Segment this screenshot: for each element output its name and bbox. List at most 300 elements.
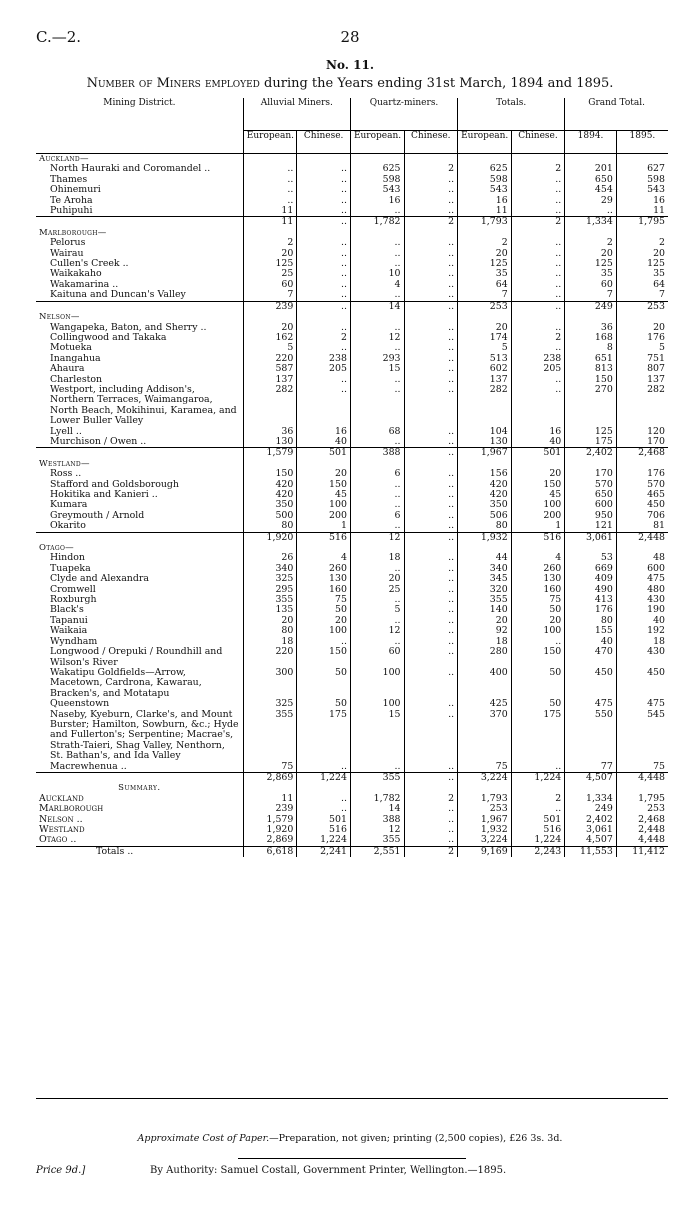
value-cell: .. xyxy=(404,448,458,459)
value-cell: 16 xyxy=(458,196,512,206)
value-cell: 77 xyxy=(565,762,617,773)
value-cell: 156 xyxy=(458,469,512,479)
value-cell: 100 xyxy=(297,500,351,510)
section-heading-row xyxy=(36,312,668,322)
district-name: Tuapeka xyxy=(50,563,91,574)
value-cell: .. xyxy=(297,290,351,301)
value-cell: .. xyxy=(350,343,404,353)
value-cell: 35 xyxy=(565,269,617,279)
value-cell: 2 xyxy=(511,217,565,228)
value-cell: 543 xyxy=(616,185,668,195)
value-cell: 9,169 xyxy=(458,846,512,857)
value-cell: 253 xyxy=(616,301,668,312)
value-cell: 4,448 xyxy=(616,772,668,783)
value-cell: 2,241 xyxy=(297,846,351,857)
value-cell: 2 xyxy=(404,217,458,228)
value-cell: 121 xyxy=(565,521,617,532)
value-cell: .. xyxy=(297,185,351,195)
value-cell: 155 xyxy=(565,626,617,636)
value-cell: .. xyxy=(350,385,404,427)
empty-cell xyxy=(616,228,668,238)
value-cell: 2,402 xyxy=(565,815,617,825)
value-cell: 282 xyxy=(243,385,297,427)
value-cell: 1,932 xyxy=(458,532,512,543)
value-cell: .. xyxy=(350,323,404,333)
value-cell: .. xyxy=(511,375,565,385)
district-name: Te Aroha xyxy=(50,195,93,206)
value-cell: .. xyxy=(404,553,458,563)
value-cell: .. xyxy=(404,437,458,448)
empty-cell xyxy=(616,459,668,469)
cost-text: —Preparation, not given; printing (2,500 copies), £26 3s. 3d. xyxy=(269,1133,563,1144)
value-cell: .. xyxy=(297,238,351,248)
value-cell: .. xyxy=(404,301,458,312)
value-cell: 6 xyxy=(350,511,404,521)
value-cell: .. xyxy=(404,323,458,333)
value-cell: .. xyxy=(297,637,351,647)
value-cell: 516 xyxy=(297,532,351,543)
section-total-row xyxy=(36,772,668,783)
district-name: Macrewhenua .. xyxy=(50,761,127,772)
empty-cell xyxy=(458,228,512,238)
value-cell: .. xyxy=(297,217,351,228)
value-cell: .. xyxy=(404,699,458,709)
value-cell: 11 xyxy=(243,794,297,804)
col-district-header: Mining District. xyxy=(36,98,243,154)
district-name: North Hauraki and Coromandel .. xyxy=(50,164,211,175)
table-row xyxy=(36,553,668,563)
district-name: Ahaura xyxy=(50,364,85,375)
value-cell: 500 xyxy=(243,511,297,521)
value-cell: 1,793 xyxy=(458,794,512,804)
value-cell: 570 xyxy=(565,480,617,490)
table-row xyxy=(36,668,668,699)
value-cell: 1 xyxy=(511,521,565,532)
table-row xyxy=(36,564,668,574)
value-cell: .. xyxy=(511,323,565,333)
value-cell: 1,967 xyxy=(458,815,512,825)
value-cell: 176 xyxy=(616,333,668,343)
value-cell: 176 xyxy=(616,469,668,479)
summary-row xyxy=(36,794,668,804)
value-cell: 20 xyxy=(243,249,297,259)
header-row-1 xyxy=(36,98,668,131)
table-row xyxy=(36,585,668,595)
value-cell: 751 xyxy=(616,354,668,364)
value-cell: .. xyxy=(297,343,351,353)
district-name: Hindon xyxy=(50,553,85,564)
district-name: Puhipuhi xyxy=(50,206,93,217)
value-cell: 1,224 xyxy=(297,772,351,783)
value-cell: .. xyxy=(404,500,458,510)
value-cell: 350 xyxy=(458,500,512,510)
value-cell: 400 xyxy=(458,668,512,699)
empty-cell xyxy=(404,783,458,793)
value-cell: 50 xyxy=(297,699,351,709)
value-cell: 2 xyxy=(404,846,458,857)
value-cell: .. xyxy=(350,437,404,448)
value-cell: 175 xyxy=(565,437,617,448)
value-cell: 4,507 xyxy=(565,835,617,846)
empty-cell xyxy=(458,543,512,553)
grand-total-row xyxy=(36,846,668,857)
value-cell: .. xyxy=(565,206,617,217)
value-cell: 48 xyxy=(616,553,668,563)
value-cell: 140 xyxy=(458,605,512,615)
value-cell: 20 xyxy=(616,249,668,259)
value-cell: 100 xyxy=(350,668,404,699)
col-chinese: Chinese. xyxy=(404,131,458,154)
empty-cell xyxy=(565,459,617,469)
value-cell: 36 xyxy=(243,427,297,437)
table-row xyxy=(36,164,668,174)
value-cell: 1,932 xyxy=(458,825,512,835)
empty-cell xyxy=(458,154,512,165)
value-cell: 2 xyxy=(297,333,351,343)
summary-row xyxy=(36,825,668,835)
value-cell: 175 xyxy=(297,710,351,762)
value-cell: 570 xyxy=(616,480,668,490)
table-row xyxy=(36,616,668,626)
section-heading: Otago— xyxy=(39,543,74,554)
district-name: Lyell .. xyxy=(50,426,82,437)
value-cell: 355 xyxy=(350,835,404,846)
value-cell: 53 xyxy=(565,553,617,563)
value-cell: 430 xyxy=(616,647,668,668)
value-cell: 600 xyxy=(616,564,668,574)
district-name: Wangapeka, Baton, and Sherry .. xyxy=(50,322,207,333)
value-cell: 7 xyxy=(243,290,297,301)
value-cell: .. xyxy=(350,762,404,773)
district-name: Murchison / Owen .. xyxy=(50,436,147,447)
value-cell: 7 xyxy=(565,290,617,301)
value-cell: .. xyxy=(404,815,458,825)
empty-cell xyxy=(511,154,565,165)
value-cell: 388 xyxy=(350,815,404,825)
value-cell: 2,869 xyxy=(243,835,297,846)
value-cell: 168 xyxy=(565,333,617,343)
empty-cell xyxy=(458,783,512,793)
value-cell: 16 xyxy=(616,196,668,206)
value-cell: 1,920 xyxy=(243,825,297,835)
value-cell: 12 xyxy=(350,532,404,543)
value-cell: 2,402 xyxy=(565,448,617,459)
value-cell: .. xyxy=(350,375,404,385)
value-cell: .. xyxy=(404,385,458,427)
value-cell: 130 xyxy=(297,574,351,584)
value-cell: 14 xyxy=(350,804,404,814)
value-cell: 190 xyxy=(616,605,668,615)
value-cell: 40 xyxy=(511,437,565,448)
table-row xyxy=(36,175,668,185)
value-cell: 12 xyxy=(350,333,404,343)
empty-cell xyxy=(243,312,297,322)
district-name: Longwood / Orepuki / Roundhill and Wilson's River xyxy=(50,647,223,668)
value-cell: .. xyxy=(297,164,351,174)
table-row xyxy=(36,469,668,479)
table-row xyxy=(36,710,668,762)
page-number: 28 xyxy=(340,28,360,46)
value-cell: .. xyxy=(404,480,458,490)
value-cell: 25 xyxy=(350,585,404,595)
table-title xyxy=(0,76,700,91)
section-total-row xyxy=(36,217,668,228)
value-cell: 587 xyxy=(243,364,297,374)
table-row xyxy=(36,521,668,532)
value-cell: 200 xyxy=(297,511,351,521)
section-heading: Marlborough— xyxy=(39,227,107,238)
value-cell: 75 xyxy=(297,595,351,605)
value-cell: 15 xyxy=(350,364,404,374)
value-cell: 160 xyxy=(297,585,351,595)
district-name: Kaituna and Duncan's Valley xyxy=(50,290,186,301)
value-cell: 75 xyxy=(243,762,297,773)
value-cell: 130 xyxy=(458,437,512,448)
value-cell: .. xyxy=(350,595,404,605)
district-name: Waikakaho xyxy=(50,269,102,280)
empty-cell xyxy=(616,783,668,793)
col-european: European. xyxy=(243,131,297,154)
value-cell: 130 xyxy=(243,437,297,448)
empty-cell xyxy=(458,312,512,322)
value-cell: 350 xyxy=(243,500,297,510)
summary-district: Westland xyxy=(39,825,85,835)
value-cell: 6 xyxy=(350,469,404,479)
empty-cell xyxy=(616,543,668,553)
value-cell: 1,224 xyxy=(297,835,351,846)
value-cell: 45 xyxy=(297,490,351,500)
empty-cell xyxy=(297,154,351,165)
value-cell: 220 xyxy=(243,647,297,668)
value-cell: 36 xyxy=(565,323,617,333)
value-cell: .. xyxy=(350,637,404,647)
section-heading-row xyxy=(36,154,668,165)
district-name: Ohinemuri xyxy=(50,185,101,196)
district-name: Wakamarina .. xyxy=(50,279,119,290)
value-cell: 10 xyxy=(350,269,404,279)
value-cell: 2 xyxy=(511,164,565,174)
empty-cell xyxy=(616,312,668,322)
value-cell: .. xyxy=(297,762,351,773)
value-cell: 506 xyxy=(458,511,512,521)
empty-cell xyxy=(511,312,565,322)
district-name: Charleston xyxy=(50,374,103,385)
value-cell: 80 xyxy=(565,616,617,626)
value-cell: 18 xyxy=(350,553,404,563)
value-cell: 2,243 xyxy=(511,846,565,857)
value-cell: 2,448 xyxy=(616,825,668,835)
value-cell: 1,795 xyxy=(616,794,668,804)
value-cell: .. xyxy=(511,280,565,290)
value-cell: 104 xyxy=(458,427,512,437)
value-cell: 150 xyxy=(297,480,351,490)
value-cell: 300 xyxy=(243,668,297,699)
district-name: Stafford and Goldsborough xyxy=(50,479,179,490)
value-cell: .. xyxy=(404,238,458,248)
col-chinese: Chinese. xyxy=(511,131,565,154)
value-cell: .. xyxy=(404,762,458,773)
value-cell: 18 xyxy=(243,637,297,647)
summary-district: Otago .. xyxy=(39,835,77,846)
value-cell: 602 xyxy=(458,364,512,374)
value-cell: 11 xyxy=(243,217,297,228)
value-cell: 4 xyxy=(511,553,565,563)
footer-rule xyxy=(238,1158,466,1159)
value-cell: 137 xyxy=(243,375,297,385)
table-row xyxy=(36,364,668,374)
value-cell: 625 xyxy=(350,164,404,174)
value-cell: 150 xyxy=(511,480,565,490)
value-cell: 50 xyxy=(297,668,351,699)
value-cell: 598 xyxy=(350,175,404,185)
empty-cell xyxy=(36,772,243,783)
value-cell: .. xyxy=(511,196,565,206)
district-name: Clyde and Alexandra xyxy=(50,574,149,585)
value-cell: 249 xyxy=(565,301,617,312)
value-cell: 130 xyxy=(511,574,565,584)
value-cell: 706 xyxy=(616,511,668,521)
value-cell: .. xyxy=(350,249,404,259)
value-cell: 11,553 xyxy=(565,846,617,857)
value-cell: 325 xyxy=(243,699,297,709)
value-cell: 100 xyxy=(511,500,565,510)
empty-cell xyxy=(243,543,297,553)
summary-district: Nelson .. xyxy=(39,814,83,825)
value-cell: 20 xyxy=(458,323,512,333)
district-name: Queenstown xyxy=(50,699,110,710)
district-name: Wairau xyxy=(50,248,84,259)
district-name: Tapanui xyxy=(50,615,88,626)
table-row xyxy=(36,249,668,259)
value-cell: 1,579 xyxy=(243,815,297,825)
value-cell: .. xyxy=(404,469,458,479)
value-cell: 8 xyxy=(565,343,617,353)
cost-label: Approximate Cost of Paper. xyxy=(137,1133,270,1144)
value-cell: .. xyxy=(511,385,565,427)
value-cell: 1,795 xyxy=(616,217,668,228)
value-cell: 501 xyxy=(511,815,565,825)
value-cell: 11 xyxy=(616,206,668,217)
col-grand-header: Grand Total. xyxy=(565,98,668,131)
value-cell: .. xyxy=(404,259,458,269)
value-cell: 5 xyxy=(350,605,404,615)
value-cell: 81 xyxy=(616,521,668,532)
value-cell: .. xyxy=(404,206,458,217)
value-cell: .. xyxy=(404,835,458,846)
value-cell: .. xyxy=(404,354,458,364)
value-cell: .. xyxy=(511,804,565,814)
value-cell: 40 xyxy=(297,437,351,448)
value-cell: 5 xyxy=(243,343,297,353)
value-cell: .. xyxy=(404,772,458,783)
value-cell: .. xyxy=(511,206,565,217)
value-cell: .. xyxy=(404,521,458,532)
value-cell: 205 xyxy=(297,364,351,374)
value-cell: 475 xyxy=(565,699,617,709)
value-cell: 1 xyxy=(297,521,351,532)
summary-row xyxy=(36,804,668,814)
value-cell: 100 xyxy=(350,699,404,709)
value-cell: 125 xyxy=(616,259,668,269)
value-cell: 20 xyxy=(243,323,297,333)
value-cell: 355 xyxy=(350,772,404,783)
value-cell: 162 xyxy=(243,333,297,343)
value-cell: 6,618 xyxy=(243,846,297,857)
value-cell: 150 xyxy=(243,469,297,479)
value-cell: .. xyxy=(404,290,458,301)
value-cell: 175 xyxy=(511,710,565,762)
value-cell: 450 xyxy=(565,668,617,699)
table-row xyxy=(36,385,668,427)
value-cell: 625 xyxy=(458,164,512,174)
value-cell: .. xyxy=(350,490,404,500)
value-cell: 220 xyxy=(243,354,297,364)
value-cell: 409 xyxy=(565,574,617,584)
value-cell: 501 xyxy=(511,448,565,459)
section-total-row xyxy=(36,448,668,459)
value-cell: 100 xyxy=(297,626,351,636)
value-cell: 465 xyxy=(616,490,668,500)
value-cell: 1,579 xyxy=(243,448,297,459)
value-cell: 16 xyxy=(511,427,565,437)
value-cell: 4 xyxy=(350,280,404,290)
empty-cell xyxy=(350,543,404,553)
summary-district: Auckland xyxy=(39,793,84,804)
table-row xyxy=(36,323,668,333)
value-cell: 137 xyxy=(458,375,512,385)
value-cell: 490 xyxy=(565,585,617,595)
value-cell: .. xyxy=(350,206,404,217)
value-cell: 413 xyxy=(565,595,617,605)
value-cell: 425 xyxy=(458,699,512,709)
value-cell: 4,448 xyxy=(616,835,668,846)
empty-cell xyxy=(511,543,565,553)
value-cell: 68 xyxy=(350,427,404,437)
value-cell: 501 xyxy=(297,815,351,825)
value-cell: .. xyxy=(404,825,458,835)
table-row xyxy=(36,238,668,248)
value-cell: 15 xyxy=(350,710,404,762)
value-cell: .. xyxy=(297,175,351,185)
col-alluvial-header: Alluvial Miners. xyxy=(243,98,350,131)
value-cell: .. xyxy=(350,259,404,269)
col-european: European. xyxy=(350,131,404,154)
district-name: Cullen's Creek .. xyxy=(50,259,129,270)
value-cell: 355 xyxy=(243,710,297,762)
value-cell: 2 xyxy=(511,794,565,804)
table-row xyxy=(36,280,668,290)
value-cell: 325 xyxy=(243,574,297,584)
value-cell: 2 xyxy=(404,164,458,174)
table-row xyxy=(36,480,668,490)
value-cell: .. xyxy=(404,647,458,668)
value-cell: .. xyxy=(404,269,458,279)
col-quartz-header: Quartz-miners. xyxy=(350,98,457,131)
value-cell: .. xyxy=(404,185,458,195)
col-chinese: Chinese. xyxy=(297,131,351,154)
value-cell: 450 xyxy=(616,500,668,510)
empty-cell xyxy=(350,154,404,165)
value-cell: 239 xyxy=(243,301,297,312)
value-cell: 60 xyxy=(243,280,297,290)
value-cell: .. xyxy=(297,196,351,206)
value-cell: 295 xyxy=(243,585,297,595)
value-cell: 50 xyxy=(511,668,565,699)
value-cell: .. xyxy=(404,196,458,206)
value-cell: .. xyxy=(350,238,404,248)
district-name: Okarito xyxy=(50,521,86,532)
empty-cell xyxy=(458,459,512,469)
